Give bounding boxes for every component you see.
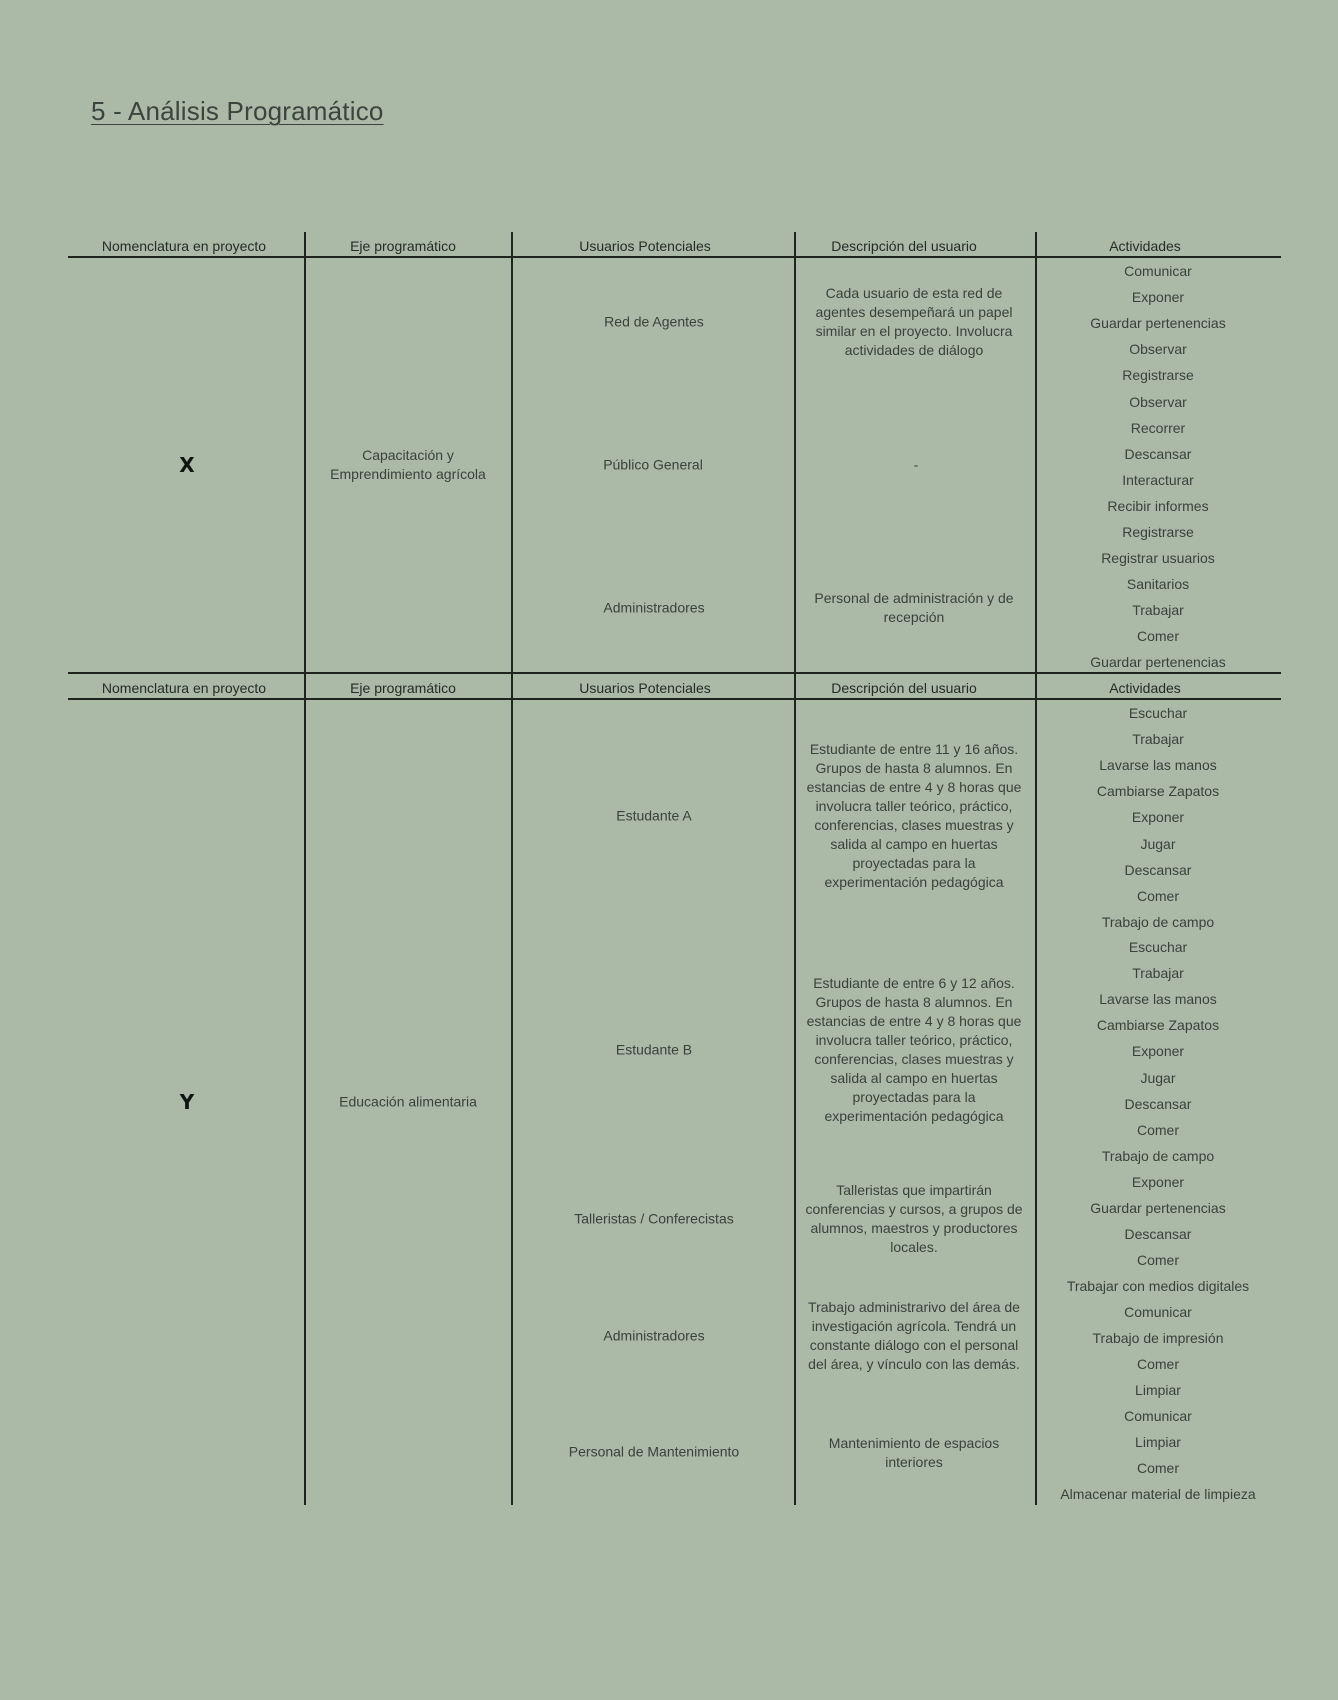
activity-item: Comunicar <box>1124 1408 1192 1424</box>
activity-item: Observar <box>1129 394 1187 410</box>
activity-item: Exponer <box>1131 1174 1185 1190</box>
activity-item: Trabajar <box>1132 602 1184 618</box>
activity-item: Escuchar <box>1128 939 1188 955</box>
activity-item: Descansar <box>1124 862 1192 878</box>
user-name: Administradores <box>603 599 705 616</box>
activity-item: Trabajar <box>1132 731 1184 747</box>
header-rule <box>68 256 1281 258</box>
activity-item: Comunicar <box>1124 1304 1192 1320</box>
page-title: 5 - Análisis Programático <box>91 96 384 126</box>
activity-item: Recorrer <box>1130 420 1186 436</box>
user-description: Estudiante de entre 6 y 12 años. Grupos de hasta 8 alumnos. En estancias de entre 4 y 8 horas que involucra taller teórico, práctico, conferencias, clases muestras y salida al campo en huertas proyectadas para la experimentación pedagógica <box>806 975 1022 1124</box>
activity-item: Exponer <box>1131 1043 1185 1059</box>
activity-item: Comer <box>1136 1356 1180 1372</box>
column-divider <box>511 232 513 1505</box>
activity-item: Descansar <box>1124 446 1192 462</box>
section-code: X <box>179 453 195 477</box>
user-name: Estudante A <box>616 807 692 824</box>
activity-item: Guardar pertenencias <box>1090 654 1226 670</box>
activity-item: Limpiar <box>1135 1434 1181 1450</box>
activity-item: Recibir informes <box>1107 498 1209 514</box>
activity-item: Exponer <box>1131 809 1185 825</box>
program-axis: Capacitación y Emprendimiento agrícola <box>330 447 486 482</box>
user-description: Cada usuario de esta red de agentes desempeñará un papel similar en el proyecto. Involucra actividades de diálogo <box>815 285 1013 358</box>
user-description: Personal de administración y de recepción <box>814 590 1014 625</box>
activity-item: Comer <box>1136 1122 1180 1138</box>
activity-item: Comer <box>1136 1252 1180 1268</box>
activity-item: Lavarse las manos <box>1099 757 1217 773</box>
column-divider <box>794 232 796 1505</box>
activity-item: Exponer <box>1131 289 1185 305</box>
section-code: Y <box>179 1090 195 1114</box>
activity-item: Registrar usuarios <box>1101 550 1215 566</box>
header-actividades: Actividades <box>1109 238 1181 254</box>
activity-item: Sanitarios <box>1126 576 1190 592</box>
user-description: Trabajo administrarivo del área de investigación agrícola. Tendrá un constante diálogo con el personal del área, y vínculo con las demás. <box>808 1299 1020 1372</box>
header-nomenclatura: Nomenclatura en proyecto <box>101 680 267 696</box>
column-divider <box>304 232 306 1505</box>
header-descripcion: Descripción del usuario <box>831 680 977 696</box>
header-usuarios: Usuarios Potenciales <box>579 680 711 696</box>
user-description: Estudiante de entre 11 y 16 años. Grupos de hasta 8 alumnos. En estancias de entre 4 y 8 horas que involucra taller teórico, práctico, conferencias, clases muestras y salida al campo en huertas proyectadas para la experimentación pedagógica <box>806 741 1022 890</box>
header-rule <box>68 698 1281 700</box>
program-axis: Educación alimentaria <box>339 1093 477 1110</box>
activity-item: Trabajo de campo <box>1101 1148 1215 1164</box>
header-actividades: Actividades <box>1109 680 1181 696</box>
activity-item: Trabajar <box>1132 965 1184 981</box>
header-descripcion: Descripción del usuario <box>831 238 977 254</box>
user-description: Mantenimiento de espacios interiores <box>828 1435 1000 1470</box>
user-name: Estudante B <box>615 1041 693 1058</box>
activity-item: Almacenar material de limpieza <box>1060 1486 1256 1502</box>
header-nomenclatura: Nomenclatura en proyecto <box>101 238 267 254</box>
activity-item: Trabajo de campo <box>1101 914 1215 930</box>
activity-item: Jugar <box>1140 1070 1176 1086</box>
header-eje: Eje programático <box>350 680 456 696</box>
activity-item: Escuchar <box>1128 705 1188 721</box>
activity-item: Descansar <box>1124 1096 1192 1112</box>
activity-item: Limpiar <box>1135 1382 1181 1398</box>
activity-item: Descansar <box>1124 1226 1192 1242</box>
user-description: - <box>913 456 919 473</box>
user-name: Red de Agentes <box>604 313 704 330</box>
activity-item: Lavarse las manos <box>1099 991 1217 1007</box>
activity-item: Comunicar <box>1124 263 1192 279</box>
user-name: Personal de Mantenimiento <box>568 1443 740 1460</box>
user-name: Administradores <box>603 1327 705 1344</box>
user-description: Talleristas que impartirán conferencias y cursos, a grupos de alumnos, maestros y productores locales. <box>805 1182 1023 1255</box>
activity-item: Cambiarse Zapatos <box>1096 783 1220 799</box>
activity-item: Trabajar con medios digitales <box>1066 1278 1250 1294</box>
header-usuarios: Usuarios Potenciales <box>579 238 711 254</box>
activity-item: Registrarse <box>1122 367 1194 383</box>
column-divider <box>1035 232 1037 1505</box>
user-name: Público General <box>603 456 703 473</box>
section-rule <box>68 672 1281 674</box>
activity-item: Comer <box>1136 888 1180 904</box>
activity-item: Interacturar <box>1122 472 1194 488</box>
activity-item: Observar <box>1129 341 1187 357</box>
activity-item: Guardar pertenencias <box>1090 315 1226 331</box>
activity-item: Trabajo de impresión <box>1092 1330 1224 1346</box>
activity-item: Jugar <box>1140 836 1176 852</box>
user-name: Talleristas / Conferecistas <box>574 1210 734 1227</box>
activity-item: Comer <box>1136 628 1180 644</box>
activity-item: Registrarse <box>1122 524 1194 540</box>
activity-item: Comer <box>1136 1460 1180 1476</box>
header-eje: Eje programático <box>350 238 456 254</box>
activity-item: Guardar pertenencias <box>1090 1200 1226 1216</box>
activity-item: Cambiarse Zapatos <box>1096 1017 1220 1033</box>
